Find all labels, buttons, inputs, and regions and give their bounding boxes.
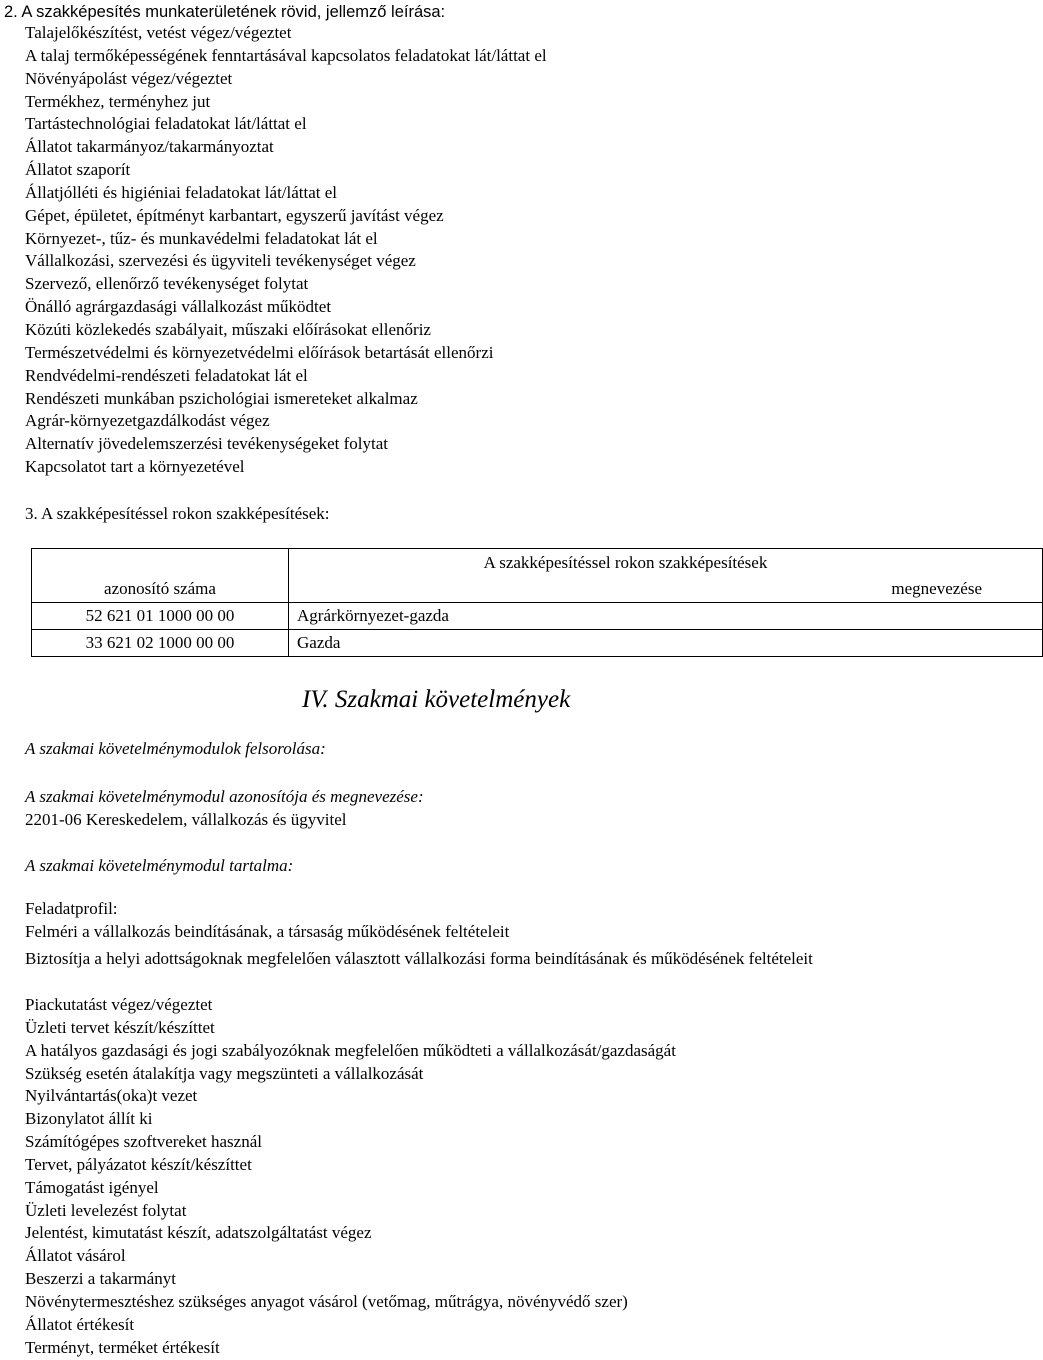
module-content-label: A szakmai követelménymodul tartalma: — [25, 856, 294, 875]
list-item: Tervet, pályázatot készít/készíttet — [25, 1154, 252, 1174]
list-item: Támogatást igényel — [25, 1177, 159, 1197]
section-4-title: IV. Szakmai követelmények — [302, 686, 571, 713]
list-item: Gépet, épületet, építményt karbantart, egyszerű javítást végez — [25, 205, 444, 225]
task-profile-list — [25, 994, 676, 1360]
table-cell-id: 33 621 02 1000 00 00 — [32, 630, 289, 657]
list-item: Talajelőkészítést, vetést végez/végeztet — [25, 23, 292, 42]
section-3-heading: 3. A szakképesítéssel rokon szakképesítések: — [25, 504, 330, 523]
list-item: Terményt, terméket értékesít — [25, 1337, 220, 1357]
list-item: Kapcsolatot tart a környezetével — [25, 457, 245, 477]
table-row — [32, 630, 1043, 657]
module-id-label: A szakmai követelménymodul azonosítója és megnevezése: — [25, 787, 424, 806]
list-item: Beszerzi a takarmányt — [25, 1269, 177, 1289]
list-item: Feladatprofil: — [25, 899, 118, 918]
table-cell-id: 52 621 01 1000 00 00 — [32, 603, 289, 630]
task-profile-list-top — [25, 898, 509, 944]
list-item: Szükség esetén átalakítja vagy megszünteti a vállalkozását — [25, 1063, 424, 1083]
table-cell-empty — [32, 549, 289, 577]
list-item: Állatjólléti és higiéniai feladatokat lát/láttat el — [25, 182, 338, 202]
list-item: A talaj termőképességének fenntartásával kapcsolatos feladatokat lát/láttat el — [25, 45, 547, 65]
list-item: Termékhez, terményhez jut — [25, 91, 211, 111]
section-2-heading: 2. A szakképesítés munkaterületének rövid, jellemző leírása: — [4, 3, 446, 21]
list-item: Üzleti tervet készít/készíttet — [25, 1017, 215, 1037]
list-item: Jelentést, kimutatást készít, adatszolgáltatást végez — [25, 1223, 372, 1243]
table-row — [32, 603, 1043, 630]
list-item: Nyilvántartás(oka)t vezet — [25, 1086, 198, 1106]
list-item: Üzleti levelezést folytat — [25, 1200, 187, 1220]
list-item: Szervező, ellenőrző tevékenységet folytat — [25, 274, 309, 294]
list-item: Bizonylatot állít ki — [25, 1109, 153, 1129]
work-area-list — [25, 22, 547, 479]
list-item: Rendvédelmi-rendészeti feladatokat lát el — [25, 365, 308, 385]
column-header-id: azonosító száma — [32, 576, 289, 603]
list-item: Környezet-, tűz- és munkavédelmi feladatokat lát el — [25, 228, 378, 248]
list-item: A hatályos gazdasági és jogi szabályozóknak megfelelően működteti a vállalkozását/gazdaságát — [25, 1040, 676, 1060]
table-title: A szakképesítéssel rokon szakképesítések — [289, 549, 1043, 577]
list-item: Vállalkozási, szervezési és ügyviteli tevékenységet végez — [25, 251, 416, 271]
modules-label: A szakmai követelménymodulok felsorolása: — [25, 739, 326, 758]
list-item: Növényápolást végez/végeztet — [25, 68, 233, 88]
list-item: Tartástechnológiai feladatokat lát/láttat el — [25, 114, 307, 134]
list-item: Állatot takarmányoz/takarmányoztat — [25, 137, 274, 157]
list-item: Önálló agrárgazdasági vállalkozást működtet — [25, 297, 332, 317]
list-item: Természetvédelmi és környezetvédelmi előírások betartását ellenőrzi — [25, 342, 494, 362]
list-item: Állatot értékesít — [25, 1314, 135, 1334]
table-cell-name: Agrárkörnyezet-gazda — [289, 603, 1043, 630]
module-id-value: 2201-06 Kereskedelem, vállalkozás és ügyvitel — [25, 810, 347, 829]
list-item: Számítógépes szoftvereket használ — [25, 1132, 262, 1152]
list-item: Közúti közlekedés szabályait, műszaki előírásokat ellenőriz — [25, 319, 431, 339]
list-item: Piackutatást végez/végeztet — [25, 995, 213, 1014]
list-item: Alternatív jövedelemszerzési tevékenységeket folytat — [25, 434, 388, 454]
table-header-row — [32, 576, 1043, 603]
related-qualifications-table — [31, 548, 1043, 657]
column-header-name: megnevezése — [289, 576, 1043, 603]
list-item: Állatot szaporít — [25, 160, 131, 180]
list-item: Felméri a vállalkozás beindításának, a társaság működésének feltételeit — [25, 921, 510, 941]
list-item: Rendészeti munkában pszichológiai ismereteket alkalmaz — [25, 388, 418, 408]
list-item: Agrár-környezetgazdálkodást végez — [25, 411, 270, 431]
table-cell-name: Gazda — [289, 630, 1043, 657]
justified-paragraph: Biztosítja a helyi adottságoknak megfelelően választott vállalkozási forma beindításának és működésének feltételeit — [25, 949, 813, 968]
table-header-row — [32, 549, 1043, 577]
list-item: Növénytermesztéshez szükséges anyagot vásárol (vetőmag, műtrágya, növényvédő szer) — [25, 1291, 628, 1311]
list-item: Állatot vásárol — [25, 1246, 126, 1266]
